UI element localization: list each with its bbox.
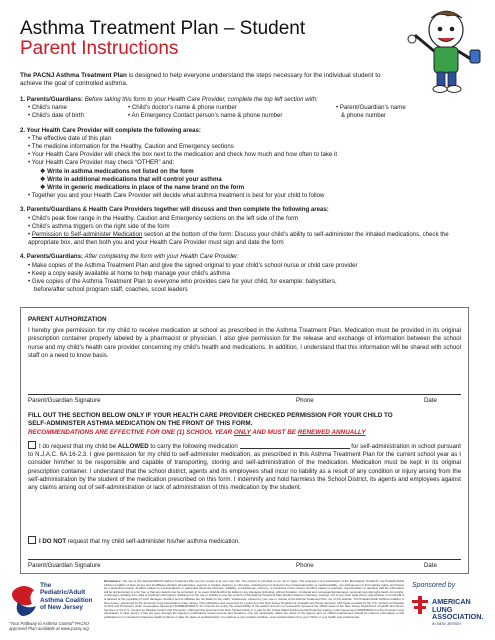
step-2-head: 2. Your Health Care Provider will complete the following areas: xyxy=(20,126,201,134)
step-2-item: • The medicine information for the Healthy, Caution and Emergency sections xyxy=(28,143,234,151)
ala-logo-subtext: IN NEW JERSEY xyxy=(432,622,462,626)
step-2-subitem: ❖ Write in generic medications in place of the name brand on the form xyxy=(40,184,245,192)
allow-checkbox[interactable] xyxy=(28,441,36,449)
page-subtitle: Parent Instructions xyxy=(20,38,179,59)
step-4-item: • Make copies of the Asthma Treatment Plan and give the signed original to your child’s school nurse or child care provider xyxy=(28,261,358,269)
self-admin-warning: FILL OUT THE SECTION BELOW ONLY IF YOUR HEALTH CARE PROVIDER CHECKED PERMISSION FOR YOUR CHILD TO SELF-ADMINISTER ASTHMA MEDICATION ON THE FRONT OF THIS FORM. xyxy=(28,412,393,428)
step-4 xyxy=(20,253,480,294)
step-1-item: • Child’s date of birth xyxy=(28,112,84,120)
step-2-subitem: ❖ Write in additional medications that will control your asthma xyxy=(40,175,222,183)
disclaimers: Disclaimers: The use of this Website/PACNJ Asthma Treatment Plan and its content is at your own risk. The content is provided on an “as is” basis. The American Lung Association of the Mid-Atlantic (ALAM-A), the Pediatric/Adult Asthma Coalition of New Jersey and all affiliates disclaim all warranties, express or implied, statutory or otherwise, including but not limited to the implied warranties or merchantability, non-infringement of third parties’ rights, and fitness for a particular purpose. ALAM-A makes no representations or warranties about the accuracy, reliability, completeness, currency, or timeliness of the content. ALAM-A makes no warranty, representation or guaranty that the information will be uninterrupted or error free or that any defects can be corrected. In no event shall ALAM-A be liable for any damages (including, without limitation, incidental and consequential damages, personal injury/wrongful death, lost profits, or damages resulting from data or business interruption) resulting from the use or inability to use the content of this Asthma Treatment Plan whether based on warranty, contract, tort or any other legal theory, and whether or not ALAM-A is advised of the possibility of such damages. ALAM-A and its affiliates are not liable for any claim, whatsoever, caused by your use or misuse of the Asthma Treatment Plan, nor of this website. The Pediatric/Adult Asthma Coalition of New Jersey, sponsored by the American Lung Association in New Jersey. This publication was supported by a grant from the New Jersey Department of Health and Senior Services, with funds provided by the U.S. Centers for Disease Control and Prevention under Cooperative Agreement 5U59EH000491-5. Its contents are solely the responsibility of the authors and do not necessarily represent the official views of the New Jersey Department of Health and Senior Services or the U.S. Centers for Disease Control and Prevention. Although this document has been funded wholly or in part by the United States Environmental Protection Agency under Agreement XA96296601-2 to the American Lung Association in New Jersey, it has not gone through the Agency’s publications review process and therefore, may not necessarily reflect the views of the Agency and no official endorsement should be inferred. Information in this publication is not intended to diagnose health problems or take the place of medical advice. For asthma or any medical condition, seek medical advice from your child’s or your health care professional. xyxy=(104,580,404,619)
step-3-item: • Child’s peak flow range in the Healthy, Caution and Emergency sections on the left side of the form xyxy=(28,214,299,222)
step-4-head: 4. Parents/Guardians: xyxy=(20,253,83,261)
instruction-steps xyxy=(20,96,480,300)
parent-authorization-box xyxy=(20,307,469,574)
authorization-heading: PARENT AUTHORIZATION xyxy=(28,316,107,323)
step-4-item: before/after school program staff, coaches, scout leaders xyxy=(34,286,188,294)
allow-self-admin-paragraph: I do request that my child be ALLOWED to carry the following medication for self-administration in school pursuant to N.J.A.C. 6A:16-2.3. I give permission for my child to self-administer medication, as prescribed in this Asthma Treatment Plan for the current school year as I consider him/her to be responsible and capable of transporting, storing and self-administration of the medication. Medication must be kept in its original prescription container. I understand that the school district, agents and its employees shall incur no liability as a result of any condition or injury arising from the self-administration by the student of the medication prescribed on this form. I indemnify and hold harmless the School District, its agents and employees against any claims arising out of self-administration or lack of administration of this medication by the student. xyxy=(28,443,461,492)
signature-label: Parent/Guardian Signature xyxy=(28,397,101,404)
step-3-item: • Child’s asthma triggers on the right side of the form xyxy=(28,222,170,230)
page-title: Asthma Treatment Plan – Student xyxy=(20,18,306,39)
step-3-text: section at the bottom of the form: Discuss your child’s ability to self-administer the inhaled medications, check the appropriate box, and then both you and your Health Care Provider must sign and date the form xyxy=(28,231,449,247)
american-lung-association-cross-icon xyxy=(410,596,430,614)
step-1-item: • Child’s doctor’s name & phone number xyxy=(128,104,237,112)
step-1 xyxy=(20,96,480,121)
signature-line[interactable] xyxy=(28,394,461,395)
ala-logo-text: AMERICAN LUNG ASSOCIATION. xyxy=(432,597,484,622)
signature-label-2: Parent/Guardian Signature xyxy=(28,562,101,569)
medication-blank[interactable] xyxy=(240,442,350,449)
step-3: 3. Parents/Guardians & Health Care Providers together will discuss and then complete the following areas: • Child’s peak flow range in the Healthy, Caution and Emergency sections on the left side of the form • Child’s asthma triggers on the right side of the form • Permission to Self-administer Medication section at the bottom of the form: Discuss your child’s ability to self-administer the inhaled medications, check the appropriate box, and then both you and your Health Care Provider must sign and date the form xyxy=(20,206,480,247)
intro-text: is designed to help everyone understand the steps necessary for the individual student to achieve the goal of controlled asthma. xyxy=(20,72,381,88)
step-1-item: & phone number xyxy=(341,112,387,120)
step-1-head: 1. Parents/Guardians: xyxy=(20,96,83,103)
coalition-name: The Pediatric/Adult Asthma Coalition of New Jersey xyxy=(40,582,93,612)
step-2-item: • Your Health Care Provider will check the box next to the medication and check how much and how often to take it xyxy=(28,151,338,159)
step-4-item: • Keep a copy easily available at home to help manage your child’s asthma xyxy=(28,269,230,277)
step-3-head: 3. Parents/Guardians & Health Care Providers together will discuss and then complete the following areas: xyxy=(20,206,329,214)
renewal-notice: RECOMMENDATIONS ARE EFFECTIVE FOR ONE (1) SCHOOL YEAR ONLY AND MUST BE RENEWED ANNUALLY xyxy=(28,429,366,436)
coalition-tagline: “Your Pathway to Asthma Control” PACNJ approved Plan available at www.pacnj.org xyxy=(9,621,89,631)
intro-lead: The PACNJ Asthma Treatment Plan xyxy=(20,72,127,79)
authorization-paragraph: I hereby give permission for my child to receive medication at school as prescribed in the Asthma Treatment Plan. Medication must be provided in its original prescription container properly labeled by a pharmacist or physician. I also give permission for the release and exchange of information between the school nurse and my child’s health care provider concerning my child’s health and medications. In addition, I understand that this information will be shared with school staff on a need to know basis. xyxy=(28,327,461,359)
step-1-item: • An Emergency Contact person’s name & phone number xyxy=(128,112,283,120)
step-1-item: • Parent/Guardian’s name xyxy=(336,104,406,112)
step-4-head-italic: After completing the form with your Health Care Provider: xyxy=(83,253,239,261)
step-1-item: • Child’s name xyxy=(28,104,67,112)
deny-checkbox[interactable] xyxy=(28,536,36,544)
step-4-item: • Give copies of the Asthma Treatment Plan to everyone who provides care for your child, for example: babysitters, xyxy=(28,278,337,286)
permission-section-ref: Permission to Self-administer Medication xyxy=(31,231,143,239)
intro-paragraph xyxy=(20,72,398,89)
phone-label: Phone xyxy=(296,397,314,404)
signature-line-2[interactable] xyxy=(28,559,461,560)
step-2 xyxy=(20,127,480,201)
sponsored-by-label: Sponsored by xyxy=(412,582,456,589)
phone-label-2: Phone xyxy=(296,562,314,569)
step-2-item: • Your Health Care Provider may check “OTHER” and: xyxy=(28,159,175,167)
deny-self-admin-paragraph: I DO NOT request that my child self-administer his/her asthma medication. xyxy=(28,536,461,546)
step-2-item: • Together you and your Health Care Provider will decide what asthma treatment is best for your child to follow xyxy=(28,192,325,200)
mascot-illustration xyxy=(404,6,486,94)
date-label-2: Date xyxy=(424,562,437,569)
date-label: Date xyxy=(424,397,437,404)
step-1-head-italic: Before taking this form to your Health Care Provider, complete the top left section with: xyxy=(83,96,318,103)
step-2-item: • The effective date of this plan xyxy=(28,134,112,142)
step-2-subitem: ❖ Write in asthma medications not listed on the form xyxy=(40,167,194,175)
